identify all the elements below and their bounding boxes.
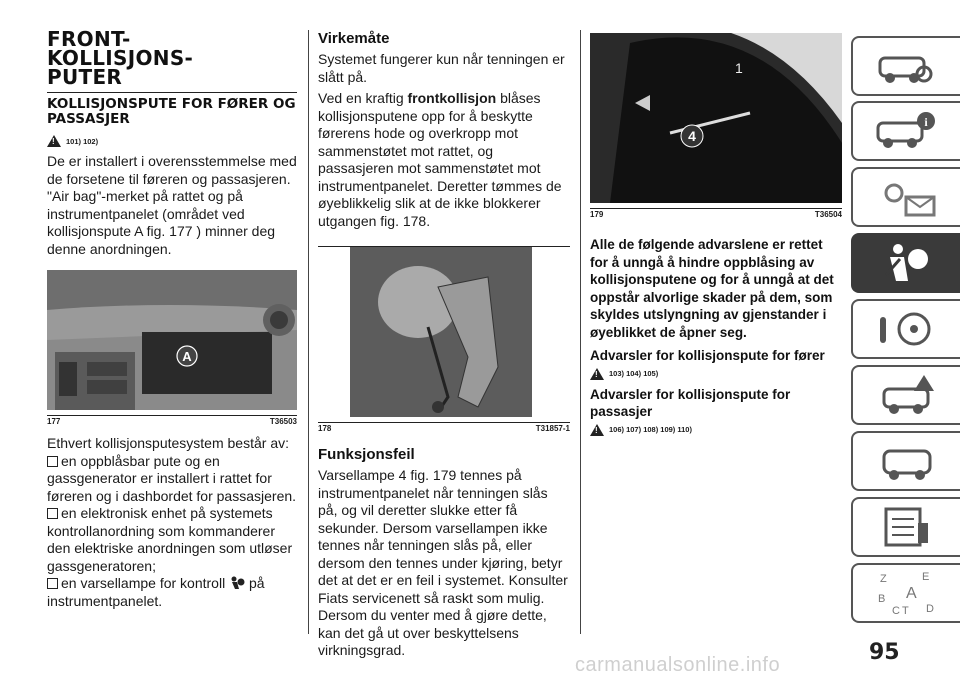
bullet-box-icon (47, 508, 58, 519)
bullet-3: en varsellampe for kontroll på instrumentpanelet. (47, 575, 265, 609)
operation-paragraph-2: Ved en kraftig frontkollisjon blåses kollisjonsputene opp for å beskytte førerens hode og overkropp mot sammenstøtet mot rattet, og passasjeren mot sammenstøtet mot instrumentpanelet. Deretter tømmes de øyeblikkelig slik at de ikke blokkerer utgangen fig. 178. (318, 90, 562, 229)
tab-index[interactable] (851, 563, 960, 623)
dashboard-image (47, 270, 297, 410)
list-icon (872, 505, 942, 549)
heading-passenger-airbag: Advarsler for kollisjonspute for passasjer (590, 386, 791, 419)
operation-paragraph-1: Systemet fungerer kun når tenningen er slått på. (318, 51, 565, 85)
tab-emergency[interactable] (851, 365, 960, 425)
warning-intro: Alle de følgende advarslene er rettet for å unngå å hindre oppblåsing av kollisjonsputene og for å unngå at det oppstår alvorlige skader på dem, som skyldes utslyngning av gjenstander i øyeblikket de åpner seg. (590, 237, 834, 340)
car-front-icon (872, 439, 942, 483)
tab-technical-data[interactable] (851, 497, 960, 557)
index-letter: T (901, 605, 909, 617)
bullet-box-icon (47, 456, 58, 467)
light-mail-icon (872, 175, 942, 219)
steering-key-icon (872, 307, 942, 351)
malfunction-paragraph: Varsellampe 4 fig. 179 tennes på instrumentpanelet når tenningen slås på, og vil deretter slukke etter få sekunder. Dersom varsellampen ikke tennes når tenningen slås på, eller dersom den tennes under kjøring, betyr det at det er en feil i systemet. Konsulter Fiats servicenett så raskt som mulig. Dersom du venter med å gjøre dette, kan det gå ut over beskyttelsens virkningsgrad. (318, 467, 568, 658)
index-letter: D (925, 603, 934, 615)
bullet-box-icon (47, 578, 58, 589)
column-right (590, 33, 842, 442)
heading-malfunction: Funksjonsfeil (318, 446, 415, 463)
bullet-1: en oppblåsbar pute og en gassgenerator er installert i rattet for føreren og i dashbordet for passasjeren. (47, 452, 297, 504)
airbag-deploy-image (318, 247, 570, 417)
system-intro: Ethvert kollisjonsputesystem består av: (47, 435, 289, 451)
callout-a: A (182, 349, 192, 364)
car-info-i-icon (872, 109, 942, 153)
heading-operation: Virkemåte (318, 30, 390, 47)
figure-code: T36503 (269, 417, 297, 426)
bullet-2: en elektronisk enhet på systemets kontrollanordning som kommanderer den elektriske anordningen som utløser gassgeneratoren; (47, 505, 293, 574)
column-left (47, 27, 297, 610)
figure-179 (590, 33, 842, 209)
subsection-title: KOLLISJONSPUTE FOR FØRER OG PASSASJER (47, 96, 296, 127)
warning-refs-passenger: ! 106) 107) 108) 109) 110) (590, 424, 842, 436)
figure-number: 177 (47, 417, 61, 426)
svg-text:i: i (923, 115, 928, 129)
airbag-person-icon (872, 241, 942, 285)
instrument-cluster-image (590, 33, 842, 203)
tab-starting-driving[interactable] (851, 299, 960, 359)
car-info-icon (872, 44, 942, 88)
tab-car-info-i[interactable] (851, 101, 960, 161)
figure-caption (318, 423, 570, 436)
page-number: 95 (869, 640, 900, 665)
figure-caption (590, 209, 842, 222)
index-letter: A (905, 585, 917, 602)
column-middle (318, 30, 570, 660)
column-divider (580, 30, 581, 634)
tab-car-info[interactable] (851, 36, 960, 96)
index-letter: Z (879, 573, 887, 585)
figure-number: 178 (318, 424, 332, 433)
index-letter: C (891, 605, 900, 617)
warning-triangle-icon (590, 368, 604, 380)
column-divider (308, 30, 309, 634)
index-letter: B (877, 593, 885, 605)
gauge-label: 1 (735, 60, 743, 76)
figure-code: T36504 (814, 210, 842, 219)
index-letter: E (921, 571, 929, 583)
car-warning-icon (872, 373, 942, 417)
figure-code: T31857-1 (535, 424, 570, 433)
warning-refs (47, 135, 297, 147)
tab-maintenance[interactable] (851, 431, 960, 491)
airbag-warning-icon (229, 576, 245, 590)
warning-refs-text: 101) 102) (66, 136, 99, 146)
figure-178 (318, 246, 570, 423)
tab-lights-messages[interactable] (851, 167, 960, 227)
title-rule (47, 92, 297, 93)
heading-driver-airbag: Advarsler for kollisjonspute for fører (590, 348, 825, 363)
callout-4: 4 (688, 128, 696, 144)
section-title: FRONT- KOLLISJONS- PUTER (47, 27, 194, 89)
figure-caption (47, 416, 297, 429)
warning-triangle-icon (590, 424, 604, 436)
figure-177 (47, 270, 297, 416)
tab-safety[interactable] (851, 233, 960, 293)
warning-refs-driver: ! 103) 104) 105) (590, 368, 842, 380)
intro-paragraph: De er installert i overensstemmelse med de forsetene til føreren og passasjeren. "Air bag"-merket på rattet og på instrumentpanelet (området ved kollisjonspute A fig. 177 ) minner deg denne anordningen. (47, 153, 297, 257)
warning-triangle-icon (47, 135, 61, 147)
figure-number: 179 (590, 210, 604, 219)
watermark: carmanualsonline.info (575, 654, 781, 676)
alphabet-index-icon (872, 568, 942, 618)
